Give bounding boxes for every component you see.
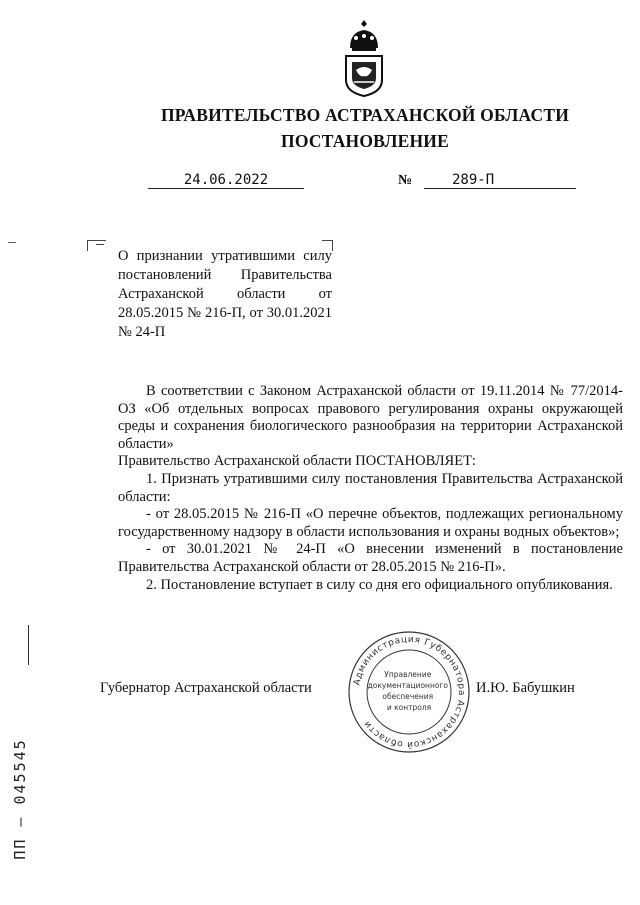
margin-mark — [8, 242, 16, 243]
preamble: В соответствии с Законом Астраханской области от 19.11.2014 № 77/2014-ОЗ «Об отдельных вопросах правового регулирования охраны окружающей среды и сохранения биологического разнообразия на территории Астраханской области» — [118, 383, 623, 452]
signature-title: Губернатор Астраханской области — [100, 680, 312, 696]
document-body — [118, 383, 623, 594]
official-stamp-icon — [346, 629, 472, 755]
subject-text: О признании утратившими силу постановлений Правительства Астраханской области от 28.05.2015 № 216-П, от 30.01.2021 № 24-П — [118, 248, 332, 340]
document-date: 24.06.2022 — [148, 172, 304, 189]
form-serial-number: ПП – 045545 — [11, 738, 29, 860]
subject-corner-left-inner — [96, 244, 104, 245]
subject-block — [118, 247, 332, 342]
signature-name: И.Ю. Бабушкин — [476, 680, 575, 696]
decree-line: Правительство Астраханской области ПОСТАНОВЛЯЕТ: — [118, 453, 476, 470]
item-1a: - от 28.05.2015 № 216-П «О перечне объектов, подлежащих региональному государственному надзору в области использования и охраны водных объектов»; — [118, 506, 623, 540]
number-sign: № — [398, 173, 413, 188]
item-1: 1. Признать утратившими силу постановления Правительства Астраханской области: — [118, 470, 623, 505]
document-number: 289-П — [424, 172, 576, 189]
subject-corner-left — [87, 240, 106, 251]
document-type: ПОСТАНОВЛЕНИЕ — [281, 131, 449, 151]
margin-line — [28, 625, 29, 665]
item-2: 2. Постановление вступает в силу со дня его официального опубликования. — [146, 576, 613, 593]
item-1b: - от 30.01.2021 № 24-П «О внесении изменений в постановление Правительства Астраханской области от 28.05.2015 № 216-П». — [118, 541, 623, 575]
organization-title: ПРАВИТЕЛЬСТВО АСТРАХАНСКОЙ ОБЛАСТИ — [160, 105, 570, 125]
svg-text:Управление документацион: Управление документационного обеспечения и контроля — [367, 670, 448, 712]
svg-text:Администрация Губернатора Астр: Администрация Губернатора Астраханской области — [352, 634, 467, 750]
coat-of-arms-icon — [340, 18, 388, 98]
